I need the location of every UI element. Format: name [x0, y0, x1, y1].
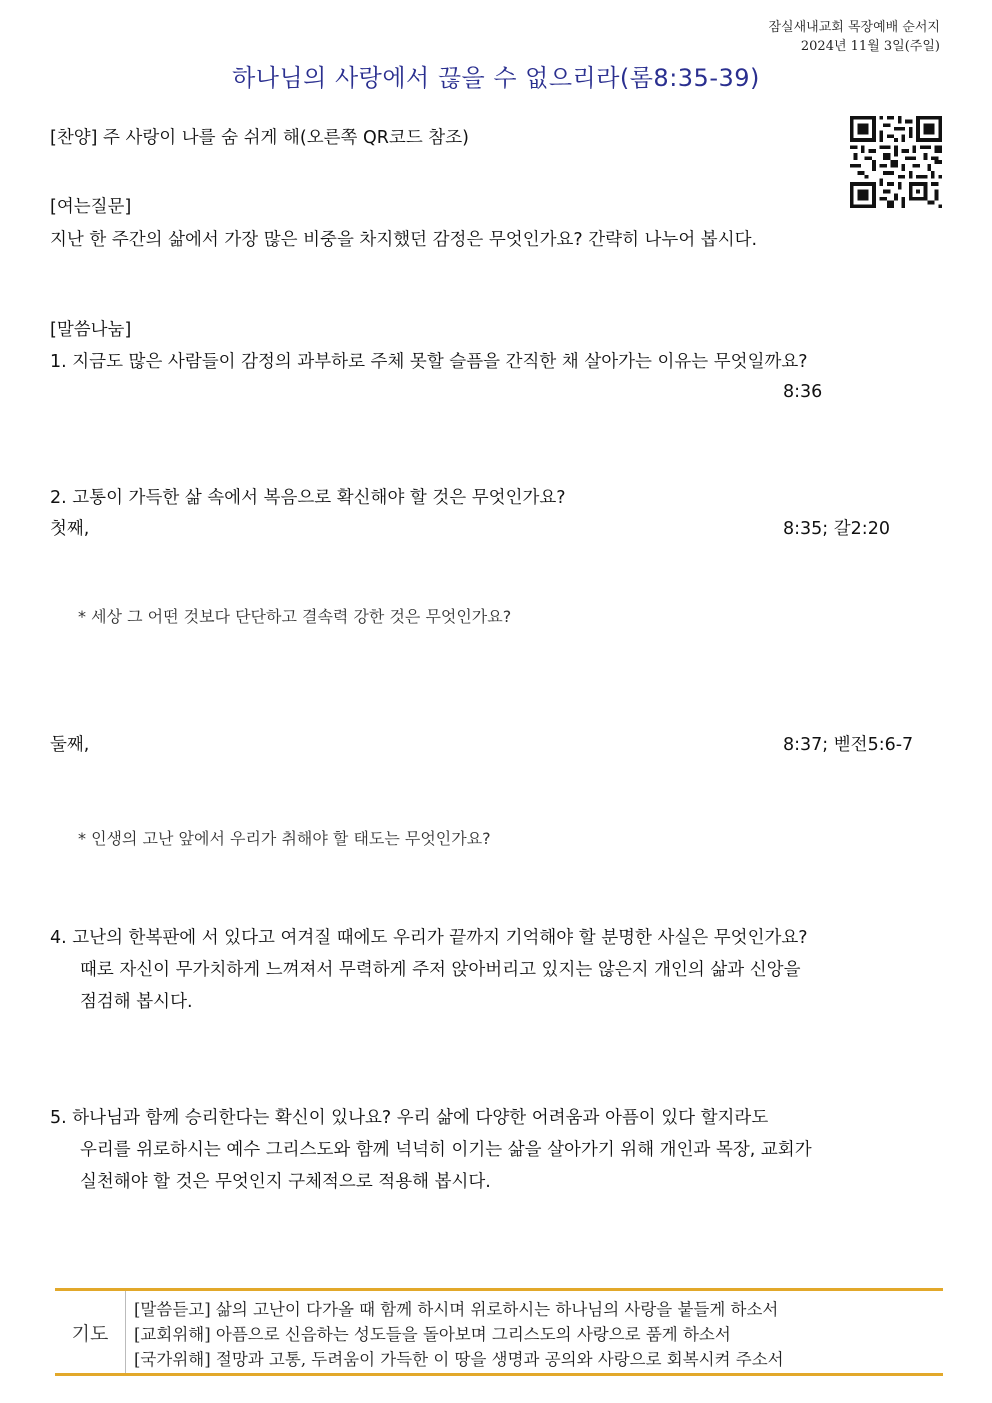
question-2-second-label: 둘째, [50, 735, 90, 755]
question-2-first-subquestion: * 세상 그 어떤 것보다 단단하고 결속력 강한 것은 무엇인가요? [78, 607, 512, 626]
prayer-item: [말씀듣고] 삶의 고난이 다가올 때 함께 하시며 위로하시는 하나님의 사랑을 붙들게 하소서 [134, 1300, 779, 1319]
church-name: 잠실새내교회 목장예배 순서지 [768, 20, 940, 35]
opening-question: 지난 한 주간의 삶에서 가장 많은 비중을 차지했던 감정은 무엇인가요? 간략히 나누어 봅시다. [50, 230, 758, 250]
question-1: 1. 지금도 많은 사람들이 감정의 과부하로 주체 못할 슬픔을 간직한 채 살아가는 이유는 무엇일까요? [50, 352, 808, 372]
question-5-line: 우리를 위로하시는 예수 그리스도와 함께 넉넉히 이기는 삶을 살아가기 위해 개인과 목장, 교회가 [80, 1140, 812, 1160]
question-4-line: 때로 자신이 무가치하게 느껴져서 무력하게 주저 앉아버리고 있지는 않은지 개인의 삶과 신앙을 [80, 960, 801, 980]
document-header [768, 18, 940, 56]
praise-line: [찬양] 주 사랑이 나를 숨 쉬게 해(오른쪽 QR코드 참조) [50, 128, 469, 148]
question-2-second-subquestion: * 인생의 고난 앞에서 우리가 취해야 할 태도는 무엇인가요? [78, 829, 491, 848]
question-5-line: 5. 하나님과 함께 승리한다는 확신이 있나요? 우리 삶에 다양한 어려움과 아픔이 있다 할지라도 [50, 1108, 769, 1128]
question-2-first-reference: 8:35; 갈2:20 [783, 519, 890, 539]
service-date: 2024년 11월 3일(주일) [800, 39, 940, 54]
prayer-list [126, 1291, 943, 1373]
question-5-line: 실천해야 할 것은 무엇인지 구체적으로 적용해 봅시다. [80, 1172, 491, 1192]
question-4-line: 4. 고난의 한복판에 서 있다고 여겨질 때에도 우리가 끝까지 기억해야 할 분명한 사실은 무엇인가요? [50, 928, 808, 948]
question-4-line: 점검해 봅시다. [80, 992, 193, 1012]
question-2: 2. 고통이 가득한 삶 속에서 복음으로 확신해야 할 것은 무엇인가요? [50, 488, 566, 508]
qr-code-icon[interactable] [850, 116, 942, 208]
question-2-first-label: 첫째, [50, 519, 90, 539]
prayer-item: [교회위해] 아픔으로 신음하는 성도들을 돌아보며 그리스도의 사랑으로 품게 하소서 [134, 1325, 731, 1344]
opening-heading: [여는질문] [50, 197, 132, 217]
prayer-label: 기도 [55, 1291, 126, 1373]
question-5 [50, 1107, 812, 1193]
prayer-box [55, 1288, 943, 1376]
sharing-heading: [말씀나눔] [50, 320, 132, 340]
question-4 [50, 927, 808, 1013]
prayer-item: [국가위해] 절망과 고통, 두려움이 가득한 이 땅을 생명과 공의와 사랑으로 회복시켜 주소서 [134, 1350, 784, 1369]
question-1-reference: 8:36 [783, 382, 823, 402]
page-title: 하나님의 사랑에서 끊을 수 없으리라(롬8:35-39) [232, 64, 760, 92]
question-2-second-reference: 8:37; 벧전5:6-7 [783, 735, 914, 755]
